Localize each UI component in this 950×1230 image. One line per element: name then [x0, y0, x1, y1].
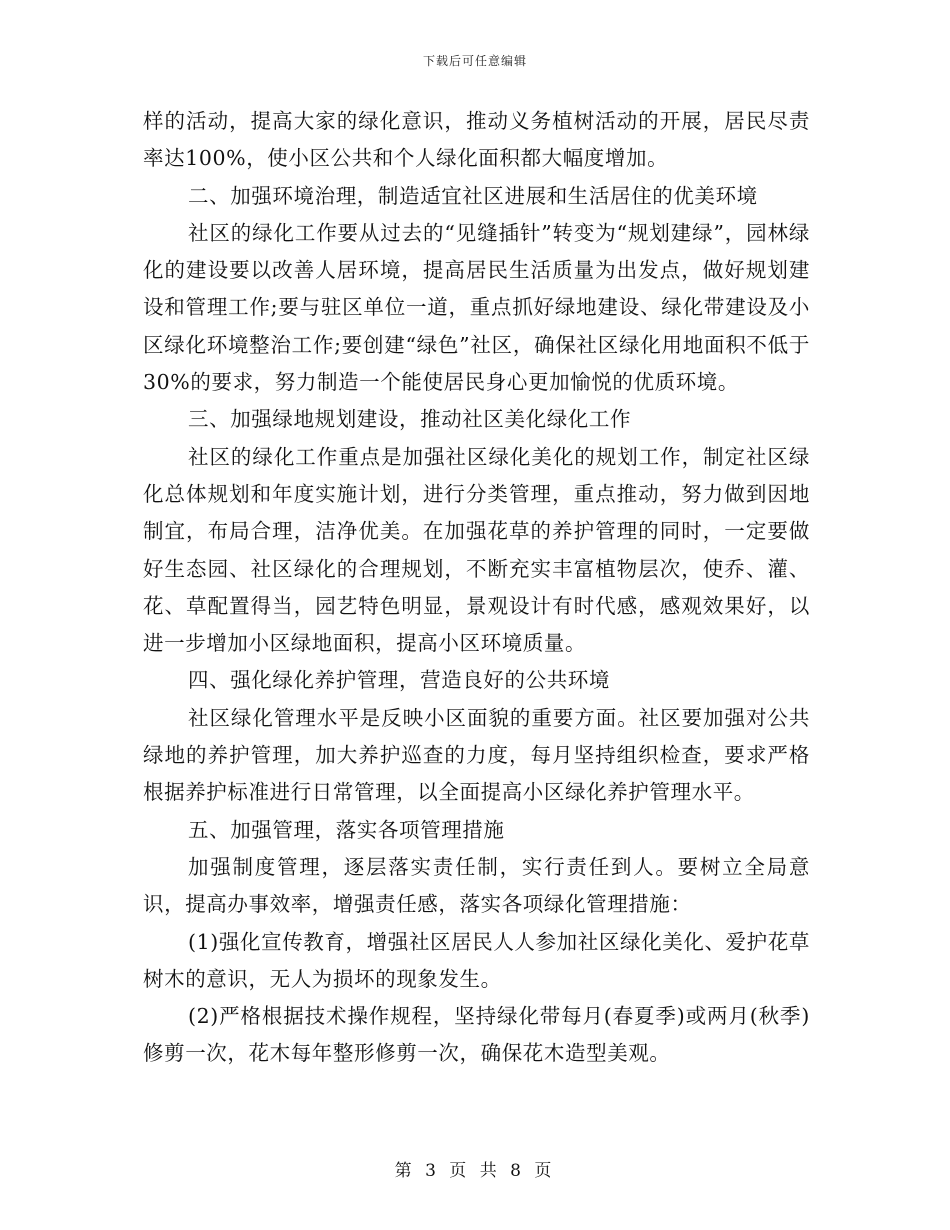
paragraph: 社区的绿化工作重点是加强社区绿化美化的规划工作，制定社区绿化总体规划和年度实施计划，进行分类管理，重点推动，努力做到因地制宜，布局合理，洁净优美。在加强花草的养护管理的同时，一定要做好生态园、社区绿化的合理规划，不断充实丰富植物层次，使乔、灌、花、草配置得当，园艺特色明显，景观设计有时代感，感观效果好，以进一步增加小区绿地面积，提高小区环境质量。: [143, 444, 810, 656]
paragraph: 样的活动，提高大家的绿化意识，推动义务植树活动的开展，居民尽责率达100%，使小区公共和个人绿化面积都大幅度增加。: [143, 109, 810, 171]
document-body: [143, 103, 810, 1073]
section-heading: 三、加强绿地规划建设，推动社区美化绿化工作: [188, 407, 632, 432]
paragraph: 加强制度管理，逐层落实责任制，实行责任到人。要树立全局意识，提高办事效率，增强责任感，落实各项绿化管理措施：: [143, 854, 810, 917]
section-heading: 四、强化绿化养护管理，营造良好的公共环境: [188, 668, 610, 693]
paragraph: 社区的绿化工作要从过去的“见缝插针”转变为“规划建绿”，园林绿化的建设要以改善人居环境，提高居民生活质量为出发点，做好规划建设和管理工作;要与驻区单位一道，重点抓好绿地建设、绿化带建设及小区绿化环境整治工作;要创建“绿色”社区，确保社区绿化用地面积不低于30%的要求，努力制造一个能使居民身心更加愉悦的优质环境。: [143, 220, 810, 395]
list-item: (1)强化宣传教育，增强社区居民人人参加社区绿化美化、爱护花草树木的意识，无人为损坏的现象发生。: [143, 929, 810, 991]
section-heading: 五、加强管理，落实各项管理措施: [188, 817, 505, 842]
paragraph: 社区绿化管理水平是反映小区面貌的重要方面。社区要加强对公共绿地的养护管理，加大养护巡查的力度，每月坚持组织检查，要求严格根据养护标准进行日常管理，以全面提高小区绿化养护管理水平。: [143, 705, 810, 805]
page-number-footer: 第 3 页 共 8 页: [394, 1161, 556, 1181]
header-note: 下载后可任意编辑: [422, 54, 527, 68]
list-item: (2)严格根据技术操作规程，坚持绿化带每月(春夏季)或两月(秋季)修剪一次，花木每年整形修剪一次，确保花木造型美观。: [143, 1004, 810, 1066]
section-heading: 二、加强环境治理，制造适宜社区进展和生活居住的优美环境: [188, 183, 758, 208]
